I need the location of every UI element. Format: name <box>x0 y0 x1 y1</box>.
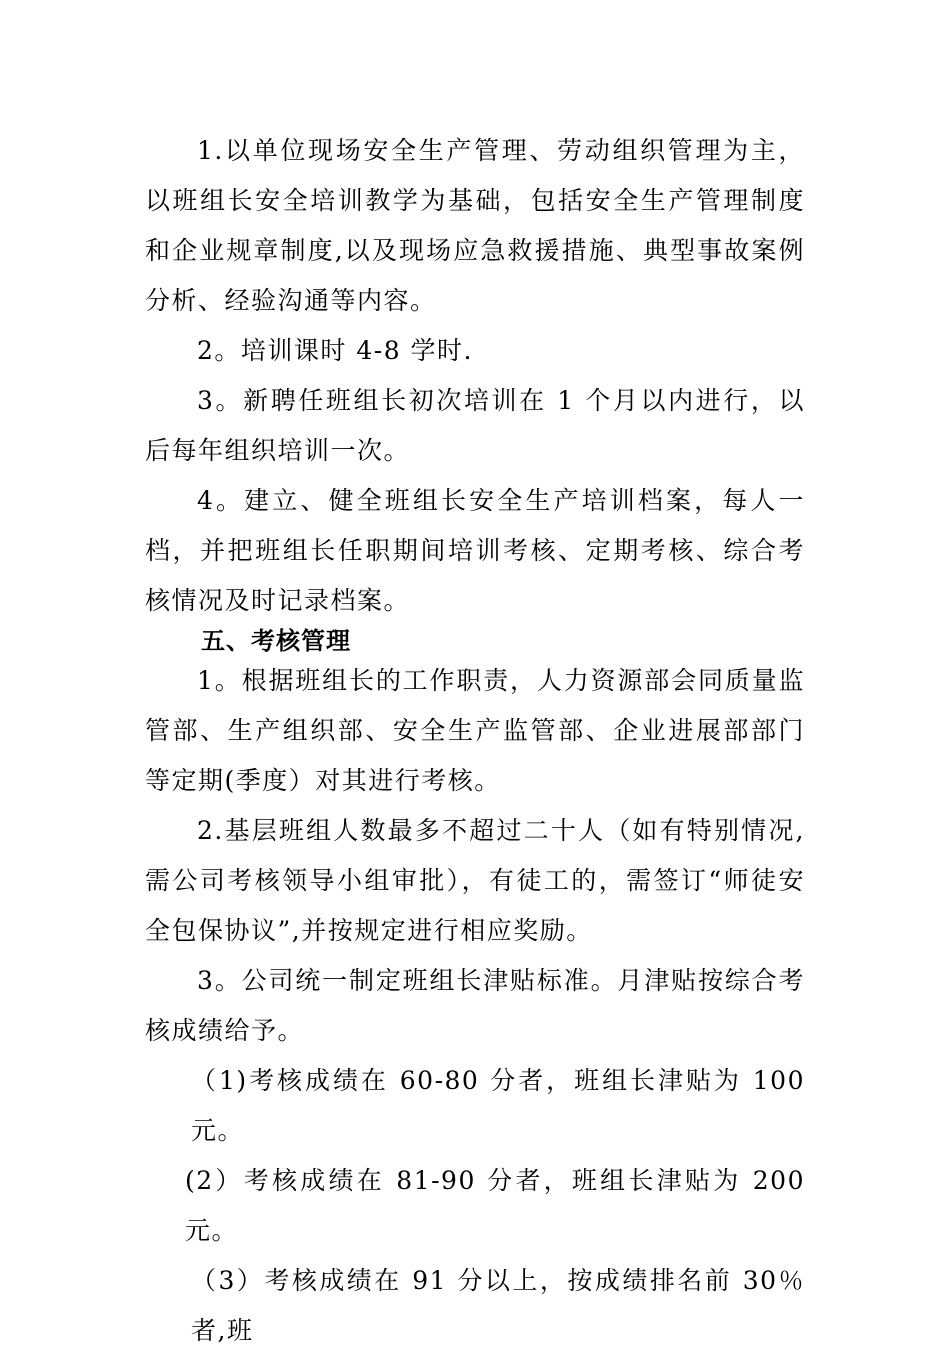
paragraph-team-size: 2.基层班组人数最多不超过二十人（如有特别情况,需公司考核领导小组审批），有徒工的，需签订“师徒安全包保协议”,并按规定进行相应奖励。 <box>145 816 805 945</box>
paragraph-training-hours: 2。培训课时 4-8 学时. <box>197 336 474 365</box>
paragraph-allowance-standard: 3。公司统一制定班组长津贴标准。月津贴按综合考核成绩给予。 <box>145 966 805 1045</box>
paragraph-assessment-duty: 1。根据班组长的工作职责，人力资源部会同质量监管部、生产组织部、安全生产监管部、企业进展部部门等定期(季度）对其进行考核。 <box>145 666 805 795</box>
document-body <box>145 126 805 1356</box>
section-heading-assessment: 五、考核管理 <box>201 627 351 655</box>
paragraph-training-records: 4。建立、健全班组长安全生产培训档案，每人一档，并把班组长任职期间培训考核、定期考核、综合考核情况及时记录档案。 <box>145 486 805 615</box>
list-item-allowance-top: （3）考核成绩在 91 分以上，按成绩排名前 30％者,班 <box>191 1266 805 1345</box>
paragraph-initial-training: 3。新聘任班组长初次培训在 1 个月以内进行，以后每年组织培训一次。 <box>145 386 805 465</box>
paragraph-training-content: 1.以单位现场安全生产管理、劳动组织管理为主，以班组长安全培训教学为基础，包括安全生产管理制度和企业规章制度,以及现场应急救援措施、典型事故案例分析、经验沟通等内容。 <box>145 136 805 315</box>
list-item-allowance-200: (2）考核成绩在 81-90 分者，班组长津贴为 200 元。 <box>185 1166 805 1245</box>
list-item-allowance-100: （1)考核成绩在 60-80 分者，班组长津贴为 100 元。 <box>191 1066 805 1145</box>
